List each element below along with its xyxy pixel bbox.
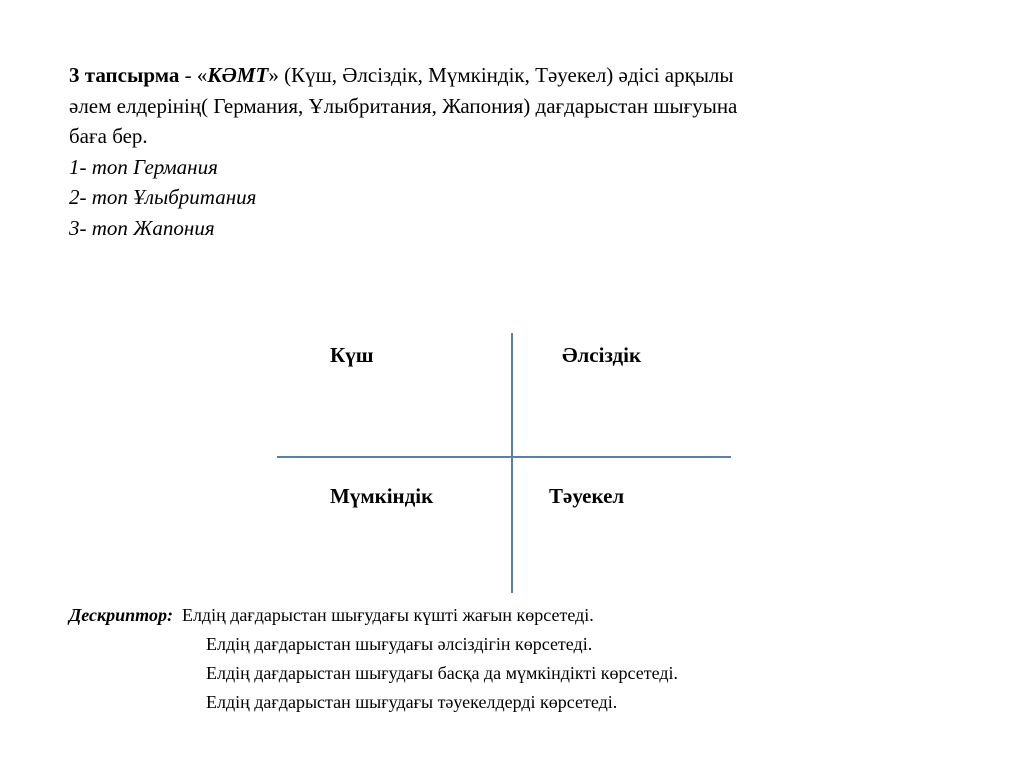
descriptor-item: Елдің дағдарыстан шығудағы тәуекелдерді көрсетеді. [206,692,618,712]
group-japan: 3- топ Жапония [69,215,215,240]
task-line-1-rest: (Күш, Әлсіздік, Мүмкіндік, Тәуекел) әдісі арқылы [278,63,734,87]
descriptor-label: Дескриптор: [69,605,173,625]
descriptor-item: Елдің дағдарыстан шығудағы басқа да мүмкіндікті көрсетеді. [206,663,678,683]
descriptor-row-1 [69,601,969,630]
task-line-3: баға бер. [69,124,148,148]
descriptor-item: Елдің дағдарыстан шығудағы әлсіздігін көрсетеді. [206,634,593,654]
task-dash: - « [179,63,208,87]
swot-horizontal-divider [277,456,731,458]
group-germany: 1- топ Германия [69,154,218,179]
swot-strength-label: Күш [330,343,374,367]
task-number: 3 тапсырма [69,63,180,87]
swot-weakness-label: Әлсіздік [562,343,642,367]
task-close-quote: » [268,63,279,87]
task-line-2: әлем елдерінің( Германия, Ұлыбритания, Жапония) дағдарыстан шығуына [69,93,738,118]
descriptor-block [69,601,969,717]
group-uk: 2- топ Ұлыбритания [69,185,257,209]
swot-threat-label: Тәуекел [549,484,625,508]
swot-vertical-divider [511,333,513,593]
descriptor-item: Елдің дағдарыстан шығудағы күшті жағын көрсетеді. [181,605,594,625]
task-acronym: КӘМТ [207,63,269,87]
swot-opportunity-label: Мүмкіндік [330,484,434,508]
